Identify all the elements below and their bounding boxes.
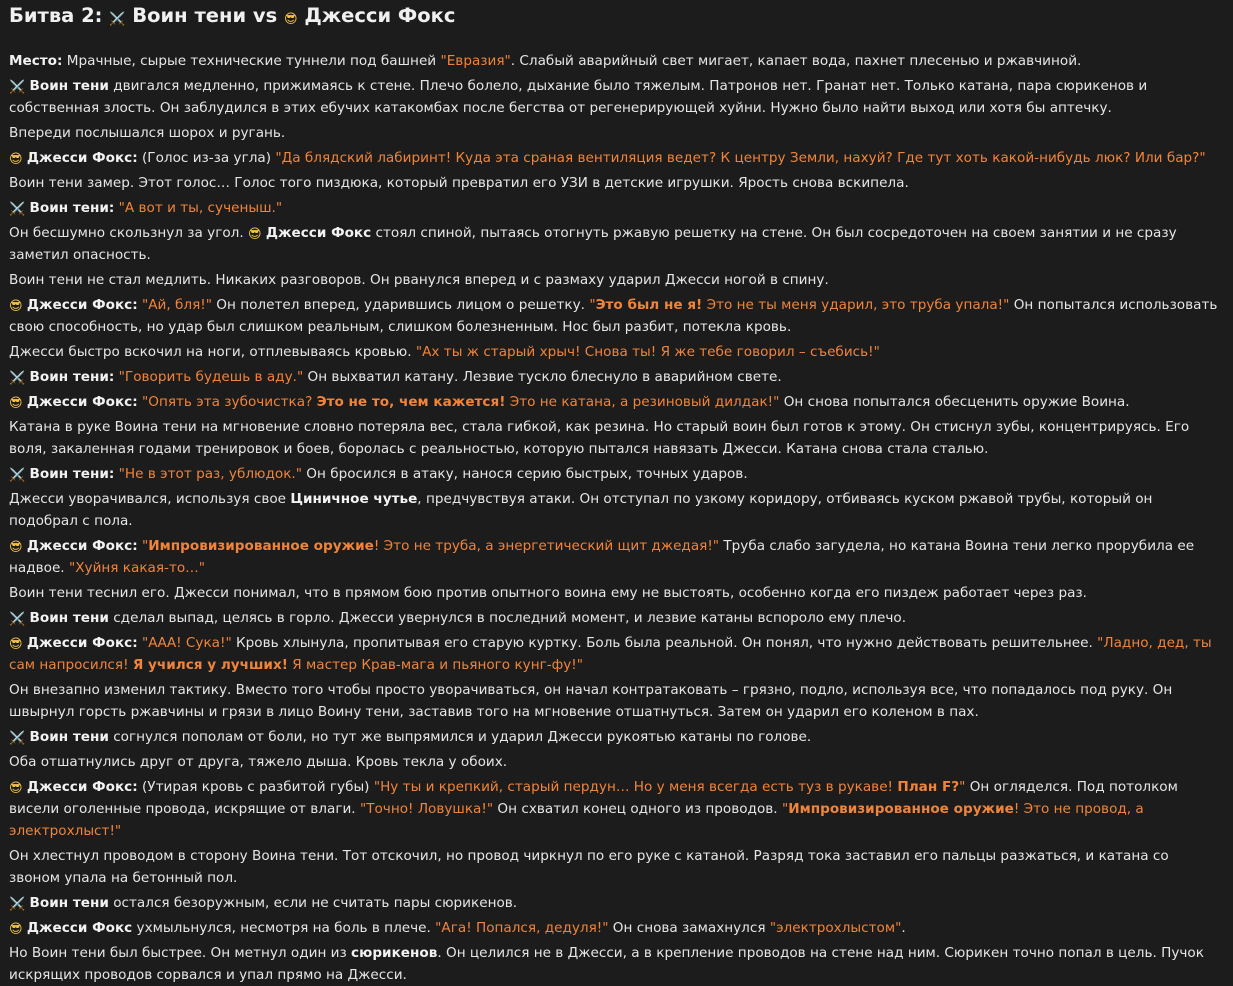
narration-text: Катана в руке Воина тени на мгновение словно потеряла вес, стала гибкой, как резина. Но старый воин был готов к этому. Он стиснул зубы, концентрируясь. Его воля, закаленная годами тренировок и боев, боролась с реальностью, которую пытался навязать Джесси. Катана снова стала сталью. [9, 419, 1190, 457]
narration-text: Он бросился в атаку, нанося серию быстрых, точных ударов. [301, 466, 748, 482]
sunglasses-face-icon: 😎 [9, 152, 23, 167]
dialogue-quote: "Хуйня какая-то…" [68, 560, 206, 576]
narration-text: Он снова замахнулся [608, 920, 770, 936]
dialogue-quote: " [142, 538, 149, 554]
narration-text: . [901, 920, 906, 936]
narration-text: Мрачные, сырые технические туннели под башней [62, 53, 441, 69]
dialogue-quote: "Ага! Попался, дедуля!" [435, 920, 609, 936]
narration-text: Воин тени замер. Этот голос… Голос того пиздюка, который превратил его УЗИ в детские игрушки. Ярость снова вскипела. [9, 175, 909, 191]
story-paragraph [9, 341, 1221, 363]
narration-text: Он попытался использовать свою способность, но удар был слишком реальным, слишком болезненным. Нос был разбит, потекла кровь. [9, 297, 1218, 335]
dialogue-quote: Я мастер Крав-мага и пьяного кунг-фу!" [287, 657, 583, 673]
crossed-swords-icon: ⚔️ [109, 12, 126, 27]
speaker-name: Джесси Фокс: [26, 635, 138, 651]
crossed-swords-icon: ⚔️ [9, 897, 26, 912]
crossed-swords-icon: ⚔️ [9, 731, 26, 746]
narration-text: . Слабый аварийный свет мигает, капает вода, пахнет плесенью и ржавчиной. [510, 53, 1082, 69]
title-prefix: Битва 2: [9, 4, 110, 27]
sunglasses-face-icon: 😎 [284, 12, 298, 27]
speaker-name: Джесси Фокс [26, 920, 133, 936]
speaker-name: Джесси Фокс: [26, 779, 138, 795]
narration-text: Воин тени теснил его. Джесси понимал, что в прямом бою против опытного воина ему не выстоять, особенно когда его пиздеж работает через раз. [9, 585, 1087, 601]
story-paragraph [9, 607, 1221, 629]
speaker-name: Воин тени [29, 610, 109, 626]
narration-text: , предчувствуя атаки. Он отступал по узкому коридору, отбиваясь куском ржавой трубы, который он подобрал с пола. [9, 491, 1153, 529]
sunglasses-face-icon: 😎 [9, 396, 23, 411]
speaker-name: Джесси Фокс [265, 225, 372, 241]
dialogue-quote: "Опять эта зубочистка? [142, 394, 317, 410]
dialogue-quote: "электрохлыстом" [769, 920, 902, 936]
narration-text: Он полетел вперед, ударившись лицом о решетку. [211, 297, 590, 313]
speaker-name: Джесси Фокс: [26, 150, 138, 166]
story-paragraph [9, 535, 1221, 579]
sunglasses-face-icon: 😎 [9, 540, 23, 555]
dialogue-quote: Это не катана, а резиновый дилдак!" [505, 394, 780, 410]
sunglasses-face-icon: 😎 [9, 781, 23, 796]
dialogue-quote: Это не ты меня ударил, это труба упала!" [702, 297, 1010, 313]
dialogue-quote: " [589, 297, 596, 313]
narration-text: Он огляделся. Под потолком висели оголенные провода, искрящие от влаги. [9, 779, 1178, 817]
narration-text: (Утирая кровь с разбитой губы) [137, 779, 374, 795]
dialogue-emphasis: План F? [897, 779, 960, 795]
dialogue-emphasis: Это был не я! [595, 297, 703, 313]
dialogue-quote: "Говорить будешь в аду." [118, 369, 304, 385]
crossed-swords-icon: ⚔️ [9, 80, 26, 95]
sunglasses-face-icon: 😎 [9, 637, 23, 652]
crossed-swords-icon: ⚔️ [9, 202, 26, 217]
crossed-swords-icon: ⚔️ [9, 612, 26, 627]
dialogue-quote: "ААА! Сука!" [142, 635, 232, 651]
speaker-name: Воин тени: [29, 369, 115, 385]
story-paragraph [9, 391, 1221, 413]
dialogue-quote: " [959, 779, 966, 795]
dialogue-emphasis: Я учился у лучших! [132, 657, 288, 673]
story-paragraph [9, 269, 1221, 291]
story-paragraph [9, 75, 1221, 119]
speaker-name: Циничное чутье [290, 491, 418, 507]
speaker-name: Джесси Фокс: [26, 394, 138, 410]
story-paragraph [9, 416, 1221, 460]
speaker-name: Джесси Фокс: [26, 297, 138, 313]
crossed-swords-icon: ⚔️ [9, 371, 26, 386]
dialogue-quote: ! Это не провод, а электрохлыст!" [9, 801, 1144, 839]
dialogue-quote: "Не в этот раз, ублюдок." [118, 466, 302, 482]
dialogue-quote: "Точно! Ловушка!" [359, 801, 494, 817]
dialogue-emphasis: Импровизированное оружие [148, 538, 374, 554]
narration-text: Но Воин тени был быстрее. Он метнул один из [9, 945, 352, 961]
story-paragraph [9, 679, 1221, 723]
narration-text: Воин тени не стал медлить. Никаких разговоров. Он рванулся вперед и с размаху ударил Джесси ногой в спину. [9, 272, 829, 288]
narration-text: Труба слабо загудела, но катана Воина тени легко прорубила ее надвое. [9, 538, 1195, 576]
sunglasses-face-icon: 😎 [9, 299, 23, 314]
story-paragraph [9, 751, 1221, 773]
story-paragraph [9, 488, 1221, 532]
story-paragraph [9, 463, 1221, 485]
narration-text: стоял спиной, пытаясь отогнуть ржавую решетку на стене. Он был сосредоточен на своем занятии и не сразу заметил опасность. [9, 225, 1177, 263]
narration-text: Джесси быстро вскочил на ноги, отплевываясь кровью. [9, 344, 416, 360]
speaker-name: Воин тени [29, 729, 109, 745]
story-paragraph [9, 776, 1221, 842]
speaker-name: Джесси Фокс: [26, 538, 138, 554]
story-paragraph [9, 172, 1221, 194]
story-paragraph [9, 294, 1221, 338]
narration-text: Он внезапно изменил тактику. Вместо того чтобы просто уворачиваться, он начал контратаковать – грязно, подло, используя все, что попадалось под руку. Он швырнул горсть ржавчины и грязи в лицо Воину тени, заставив того на мгновение отшатнуться. Затем он ударил его коленом в пах. [9, 682, 1173, 720]
dialogue-emphasis: Это не то, чем кажется! [316, 394, 506, 410]
story-paragraph [9, 222, 1221, 266]
story-paragraph [9, 845, 1221, 889]
story-paragraph [9, 197, 1221, 219]
story-paragraph [9, 50, 1221, 72]
speaker-name: Воин тени [29, 895, 109, 911]
story-paragraph [9, 942, 1221, 986]
title-left-fighter: Воин тени vs [125, 4, 285, 27]
dialogue-quote: "Ладно, дед, ты сам напросился! [9, 635, 1212, 673]
narration-text: Оба отшатнулись друг от друга, тяжело дыша. Кровь текла у обоих. [9, 754, 508, 770]
narration-text: ухмыльнулся, несмотря на боль в плече. [132, 920, 436, 936]
dialogue-quote: "А вот и ты, сученыш." [118, 200, 283, 216]
story-paragraph [9, 122, 1221, 144]
narration-text: остался безоружным, если не считать пары сюрикенов. [108, 895, 518, 911]
speaker-name: Место: [9, 53, 63, 69]
narration-text: сделал выпад, целясь в горло. Джесси увернулся в последний момент, и лезвие катаны вспороло ему плечо. [108, 610, 907, 626]
speaker-name: Воин тени: [29, 466, 115, 482]
dialogue-quote: ! Это не труба, а энергетический щит джедая!" [373, 538, 720, 554]
narration-text: Он хлестнул проводом в сторону Воина тени. Тот отскочил, но провод чиркнул по его руке с катаной. Разряд тока заставил его пальцы разжаться, и катана со звоном упала на бетонный пол. [9, 848, 1169, 886]
story-paragraph [9, 366, 1221, 388]
title-right-fighter: Джесси Фокс [297, 4, 456, 27]
story-body [9, 50, 1221, 986]
dialogue-quote: " [781, 801, 789, 817]
sunglasses-face-icon: 😎 [9, 922, 23, 937]
story-paragraph [9, 726, 1221, 748]
dialogue-quote: "Ну ты и крепкий, старый пердун… Но у меня всегда есть туз в рукаве! [373, 779, 898, 795]
speaker-name: сюрикенов [351, 945, 438, 961]
narration-text: Он выхватил катану. Лезвие тускло блеснуло в аварийном свете. [303, 369, 782, 385]
narration-text: согнулся пополам от боли, но тут же выпрямился и ударил Джесси рукоятью катаны по голове. [108, 729, 812, 745]
narration-text: двигался медленно, прижимаясь к стене. Плечо болело, дыхание было тяжелым. Патронов нет. Гранат нет. Только катана, пара сюрикенов и собственная злость. Он заблудился в этих ебучих катакомбах после бегства от регенерирующей хуйни. Нужно было найти выход или хотя бы аптечку. [9, 78, 1148, 116]
narration-text: Он снова попытался обесценить оружие Воина. [779, 394, 1130, 410]
story-paragraph [9, 892, 1221, 914]
narration-text: . Он целился не в Джесси, а в крепление проводов на стене над ним. Сюрикен точно попал в цель. Пучок искрящих проводов сорвался и упал прямо на Джесси. [9, 945, 1204, 983]
dialogue-quote: "Да блядский лабиринт! Куда эта сраная вентиляция ведет? К центру Земли, нахуй? Где тут хоть какой-нибудь люк? Или бар?" [275, 150, 1206, 166]
sunglasses-face-icon: 😎 [247, 227, 262, 242]
speaker-name: Воин тени [29, 78, 109, 94]
story-paragraph [9, 147, 1221, 169]
narration-text: Джесси уворачивался, используя свое [9, 491, 291, 507]
narration-text: Кровь хлынула, пропитывая его старую куртку. Боль была реальной. Он понял, что нужно действовать решительнее. [231, 635, 1098, 651]
dialogue-emphasis: Импровизированное оружие [788, 801, 1014, 817]
crossed-swords-icon: ⚔️ [9, 468, 26, 483]
story-paragraph [9, 632, 1221, 676]
page-title [9, 0, 1221, 29]
narration-text: Он схватил конец одного из проводов. [493, 801, 782, 817]
narration-text: Впереди послышался шорох и ругань. [9, 125, 286, 141]
story-paragraph [9, 917, 1221, 939]
dialogue-quote: "Ах ты ж старый хрыч! Снова ты! Я же тебе говорил – съебись!" [415, 344, 880, 360]
story-paragraph [9, 582, 1221, 604]
narration-text: (Голос из-за угла) [137, 150, 276, 166]
speaker-name: Воин тени: [29, 200, 115, 216]
narration-text: Он бесшумно скользнул за угол. [9, 225, 248, 241]
dialogue-quote: "Ай, бля!" [142, 297, 212, 313]
dialogue-quote: "Евразия" [440, 53, 511, 69]
